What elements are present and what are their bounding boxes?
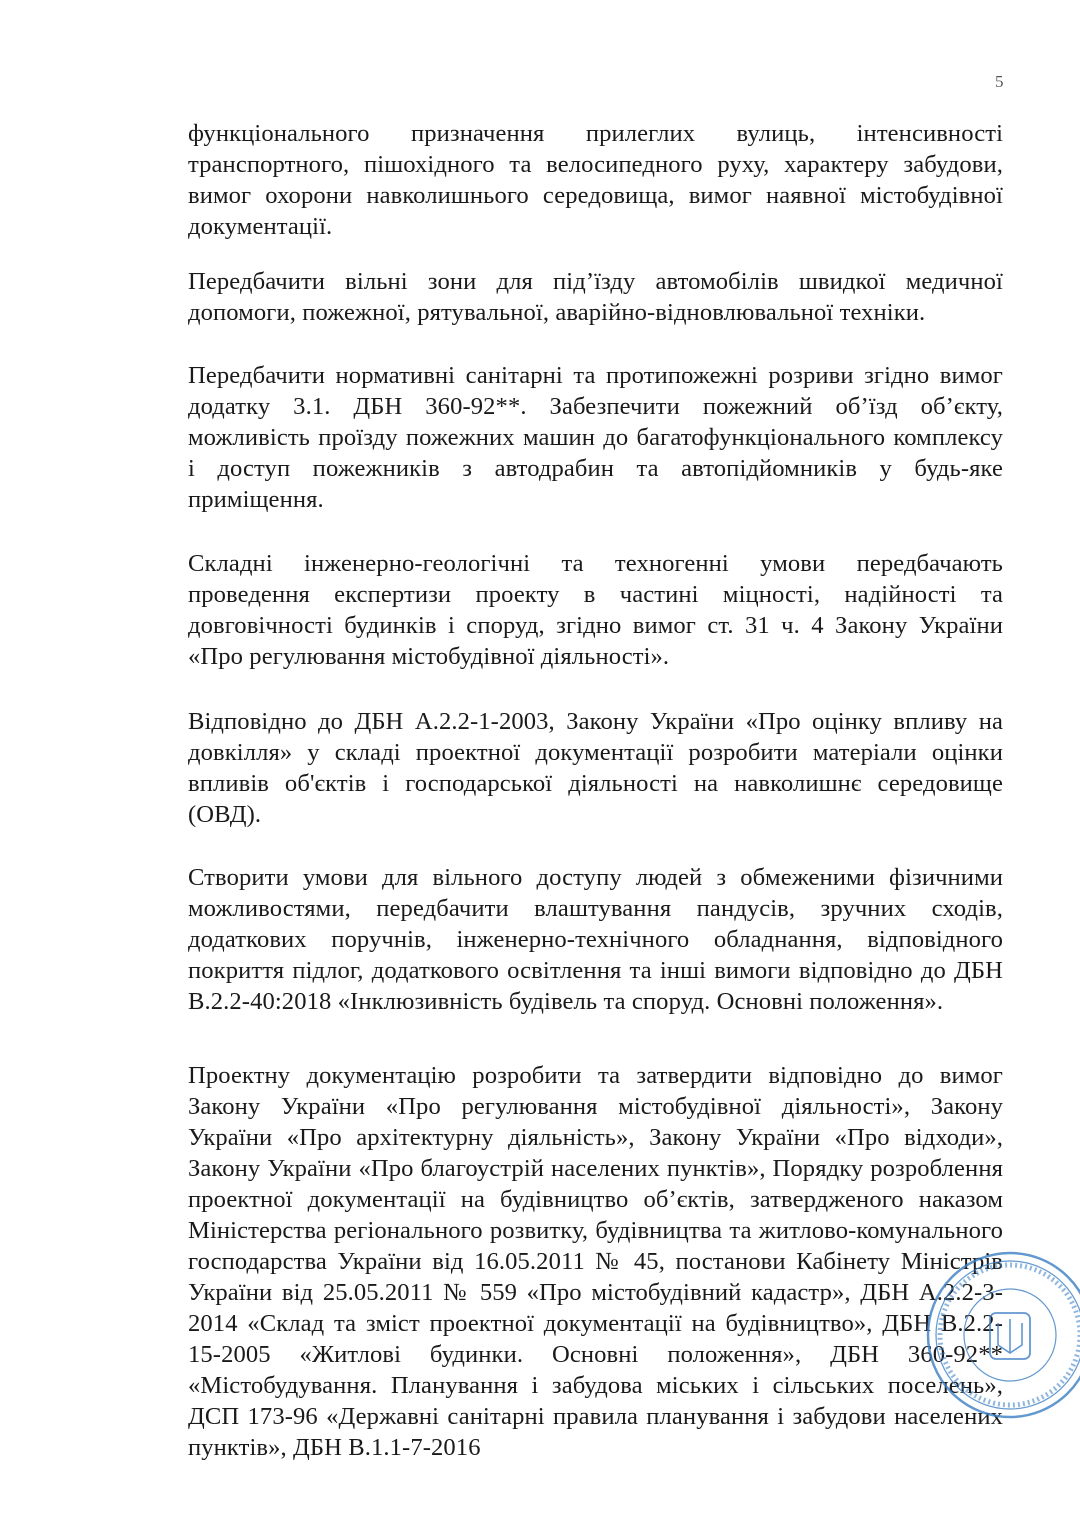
official-seal-stamp [920,1245,1080,1425]
paragraph-4: Складні інженерно-геологічні та техногенні умови передбачають проведення експертизи проекту в частині міцності, надійності та довговічності будинків і споруд, згідно вимог ст. 31 ч. 4 Закону України «Про регулювання містобудівної діяльності». [188,550,1003,670]
paragraph-5: Відповідно до ДБН А.2.2-1-2003, Закону України «Про оцінку впливу на довкілля» у складі проектної документації розробити матеріали оцінки впливів об'єктів і господарської діяльності на навколишнє середовище (ОВД). [188,708,1003,828]
paragraph-3: Передбачити нормативні санітарні та протипожежні розриви згідно вимог додатку 3.1. ДБН 360-92**. Забезпечити пожежний об’їзд об’єкту, можливість проїзду пожежних машин до багатофункціонального комплексу і доступ пожежників з автодрабин та автопідйомників у будь-яке приміщення. [188,362,1003,513]
paragraph-7: Проектну документацію розробити та затвердити відповідно до вимог Закону України «Про регулювання містобудівної діяльності», Закону України «Про архітектурну діяльність», Закону України «Про відходи», Закону України «Про благоустрій населених пунктів», Порядку розроблення проектної документації на будівництво об’єктів, затвердженого наказом Міністерства регіонального розвитку, будівництва та житлово-комунального господарства України від 16.05.2011 № 45, постанови Кабінету Міністрів України від 25.05.2011 № 559 «Про містобудівний кадастр», ДБН А.2.2-3-2014 «Склад та зміст проектної документації на будівництво», ДБН В.2.2-15-2005 «Житлові будинки. Основні положення», ДБН 360-92** «Містобудування. Планування і забудова міських і сільських поселень», ДСП 173-96 «Державні санітарні правила планування і забудови населених пунктів», ДБН В.1.1-7-2016 [188,1062,1003,1461]
page-number: 5 [995,72,1004,91]
paragraph-1: функціонального призначення прилеглих вулиць, інтенсивності транспортного, пішохідного та велосипедного руху, характеру забудови, вимог охорони навколишнього середовища, вимог наявної містобудівної документації. [188,120,1003,240]
paragraph-6: Створити умови для вільного доступу людей з обмеженими фізичними можливостями, передбачити влаштування пандусів, зручних сходів, додаткових поручнів, інженерно-технічного обладнання, відповідного покриття підлог, додаткового освітлення та інші вимоги відповідно до ДБН В.2.2-40:2018 «Інклюзивність будівель та споруд. Основні положення». [188,864,1003,1015]
paragraph-2: Передбачити вільні зони для під’їзду автомобілів швидкої медичної допомоги, пожежної, рятувальної, аварійно-відновлювальної техніки. [188,268,1003,326]
